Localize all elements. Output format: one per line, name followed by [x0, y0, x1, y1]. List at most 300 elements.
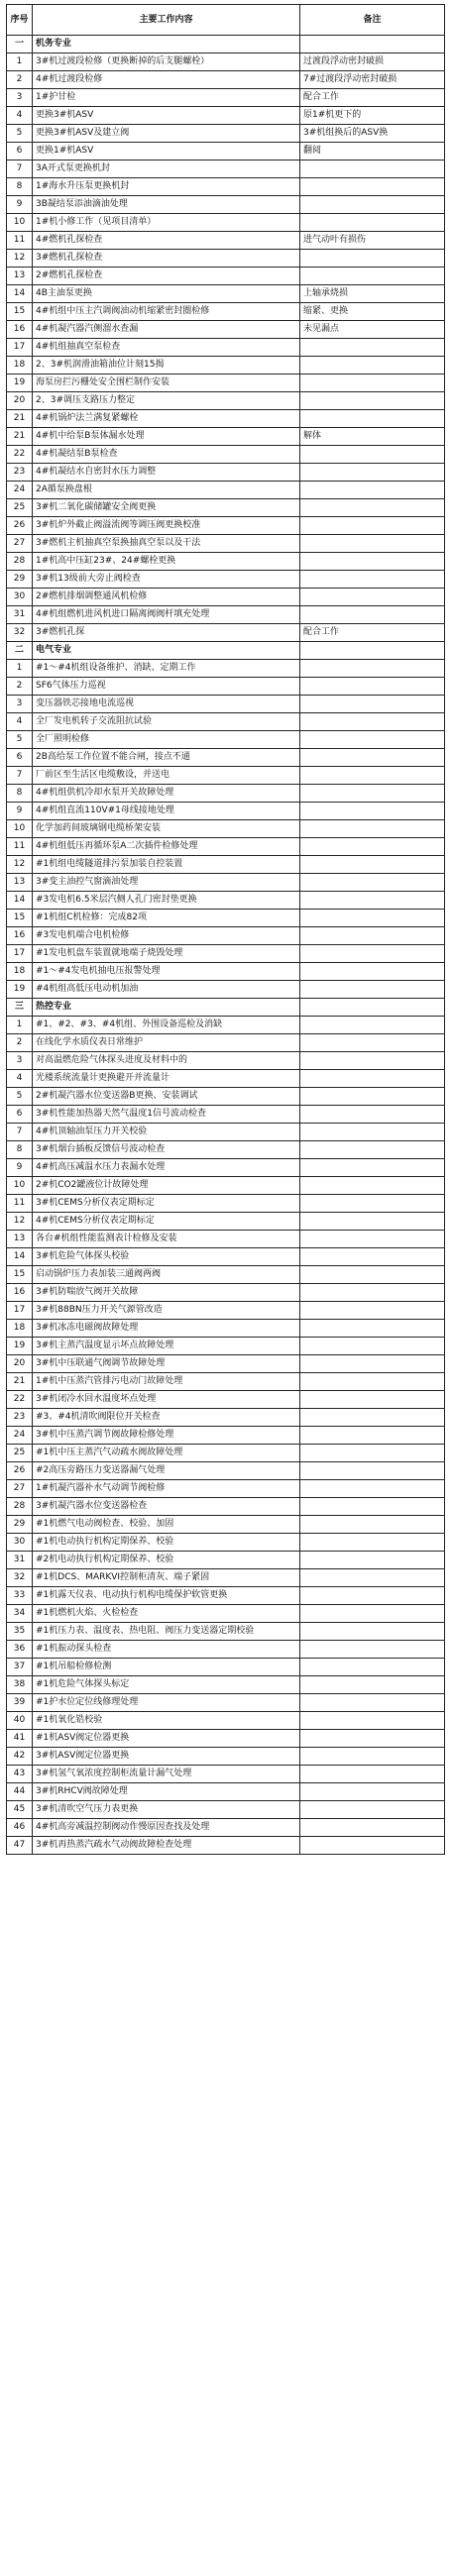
row-number: 16 [7, 1284, 33, 1302]
row-note: 配合工作 [300, 89, 445, 107]
row-note [300, 910, 445, 927]
row-number: 9 [7, 1159, 33, 1177]
row-note [300, 250, 445, 268]
row-number: 27 [7, 535, 33, 553]
row-task: #1机压力表、温度表、热电阻、阀压力变送器定期校验 [33, 1623, 300, 1641]
row-note [300, 981, 445, 999]
row-note [300, 1017, 445, 1034]
section-number: 三 [7, 999, 33, 1017]
table-row [7, 767, 445, 785]
row-number: 1 [7, 660, 33, 678]
table-row [7, 820, 445, 838]
row-note [300, 1320, 445, 1338]
row-task: #1机燃机火焰、火检检查 [33, 1605, 300, 1623]
section-note [300, 36, 445, 54]
table-row [7, 517, 445, 535]
row-note [300, 678, 445, 696]
table-row [7, 1302, 445, 1320]
row-number: 5 [7, 125, 33, 143]
table-row [7, 1231, 445, 1248]
row-number: 6 [7, 143, 33, 161]
table-row [7, 1462, 445, 1480]
row-task: #2高压旁路压力变送器漏气处理 [33, 1462, 300, 1480]
row-note [300, 357, 445, 375]
row-number: 10 [7, 820, 33, 838]
row-number: 45 [7, 1801, 33, 1819]
row-number: 2 [7, 1034, 33, 1052]
row-number: 5 [7, 731, 33, 749]
row-number: 30 [7, 589, 33, 606]
table-row [7, 963, 445, 981]
row-number: 7 [7, 767, 33, 785]
table-row [7, 553, 445, 571]
row-task: 4#机组低压再循环泵A二次插件检修处理 [33, 838, 300, 856]
table-row [7, 927, 445, 945]
row-task: 1#机凝汽器补水气动调节阀检修 [33, 1480, 300, 1498]
row-number: 13 [7, 874, 33, 892]
table-row [7, 1034, 445, 1052]
row-task: 4#燃机孔探检查 [33, 232, 300, 250]
row-task: 1#机小修工作（见项目清单） [33, 214, 300, 232]
row-number: 29 [7, 571, 33, 589]
row-number: 16 [7, 321, 33, 339]
row-note [300, 1783, 445, 1801]
row-note [300, 214, 445, 232]
row-note [300, 339, 445, 357]
row-number: 5 [7, 1088, 33, 1106]
row-note [300, 410, 445, 428]
header-note: 备注 [300, 5, 445, 36]
row-number: 8 [7, 178, 33, 196]
row-number: 17 [7, 945, 33, 963]
table-row [7, 1445, 445, 1462]
row-number: 6 [7, 1106, 33, 1124]
row-task: 3#机二氧化碳储罐安全阀更换 [33, 499, 300, 517]
table-row [7, 1498, 445, 1516]
section-row [7, 999, 445, 1017]
row-task: #4机组高低压电动机加油 [33, 981, 300, 999]
table-row [7, 464, 445, 482]
row-note [300, 553, 445, 571]
row-number: 10 [7, 214, 33, 232]
row-task: 3A开式泵更换机封 [33, 161, 300, 178]
section-number: 二 [7, 642, 33, 660]
row-note [300, 696, 445, 713]
row-number: 9 [7, 803, 33, 820]
table-row [7, 803, 445, 820]
row-task: #1机中压主蒸汽气动疏水阀故障处理 [33, 1445, 300, 1462]
row-number: 40 [7, 1712, 33, 1730]
table-row [7, 713, 445, 731]
row-task: 3#机冰冻电磁阀故障处理 [33, 1320, 300, 1338]
table-row [7, 71, 445, 89]
row-task: 1#护甘检 [33, 89, 300, 107]
table-row [7, 357, 445, 375]
row-note: 7#过渡段浮动密封破损 [300, 71, 445, 89]
row-note [300, 1141, 445, 1159]
row-number: 18 [7, 1320, 33, 1338]
row-task: #1～#4机组设备维护、消缺、定期工作 [33, 660, 300, 678]
table-row [7, 392, 445, 410]
row-task: #1护水位定位线修理处理 [33, 1694, 300, 1712]
section-row [7, 642, 445, 660]
row-note [300, 963, 445, 981]
table-row [7, 856, 445, 874]
row-task: SF6气体压力巡视 [33, 678, 300, 696]
table-row [7, 589, 445, 606]
row-number: 1 [7, 54, 33, 71]
table-row [7, 838, 445, 856]
table-row [7, 1552, 445, 1569]
row-number: 42 [7, 1748, 33, 1766]
row-note [300, 892, 445, 910]
table-row [7, 321, 445, 339]
row-number: 20 [7, 392, 33, 410]
row-note [300, 1766, 445, 1783]
row-task: 各台#机组性能监测表计检修及安装 [33, 1231, 300, 1248]
row-task: 1#机中压蒸汽管排污电动门故障处理 [33, 1373, 300, 1391]
row-number: 35 [7, 1623, 33, 1641]
row-note [300, 196, 445, 214]
table-row [7, 410, 445, 428]
table-row [7, 143, 445, 161]
header-no: 序号 [7, 5, 33, 36]
table-row [7, 1070, 445, 1088]
row-number: 38 [7, 1676, 33, 1694]
row-task: 2B高给泵工作位置不能合闸，接点不通 [33, 749, 300, 767]
row-note [300, 1034, 445, 1052]
section-row [7, 36, 445, 54]
row-number: 25 [7, 499, 33, 517]
table-row [7, 660, 445, 678]
row-task: 4#机凝汽器汽侧溜水查漏 [33, 321, 300, 339]
row-note [300, 1052, 445, 1070]
row-task: #1机DCS、MARKVI控制柜清灰、端子紧固 [33, 1569, 300, 1587]
row-note [300, 268, 445, 285]
row-note [300, 927, 445, 945]
row-task: 4#机高压减温水压力表漏水处理 [33, 1159, 300, 1177]
row-number: 19 [7, 1338, 33, 1355]
table-row [7, 214, 445, 232]
row-task: 更换3#机ASV及建立阀 [33, 125, 300, 143]
table-row [7, 1017, 445, 1034]
table-row [7, 268, 445, 285]
row-task: #1机组电缆隧道排污泵加装自控装置 [33, 856, 300, 874]
table-row [7, 696, 445, 713]
row-task: 全厂发电机转子交流阻抗试验 [33, 713, 300, 731]
table-row [7, 107, 445, 125]
table-row [7, 1052, 445, 1070]
row-task: 2、3#调压支路压力整定 [33, 392, 300, 410]
row-number: 21 [7, 428, 33, 446]
row-task: 3#机清吹空气压力表更换 [33, 1801, 300, 1819]
row-note [300, 1712, 445, 1730]
row-number: 41 [7, 1730, 33, 1748]
table-row [7, 125, 445, 143]
row-number: 43 [7, 1766, 33, 1783]
row-number: 17 [7, 339, 33, 357]
row-note [300, 767, 445, 785]
row-task: 在线化学水质仪表日常维护 [33, 1034, 300, 1052]
row-note [300, 1534, 445, 1552]
row-number: 31 [7, 606, 33, 624]
table-row [7, 1516, 445, 1534]
row-task: 3#机CEMS分析仪表定期标定 [33, 1195, 300, 1213]
section-note [300, 642, 445, 660]
row-note [300, 1819, 445, 1837]
row-task: 更换3#机ASV [33, 107, 300, 125]
row-task: 4#机锅炉法兰满复紧螺栓 [33, 410, 300, 428]
table-row [7, 1338, 445, 1355]
row-number: 39 [7, 1694, 33, 1712]
table-row [7, 1748, 445, 1766]
row-task: #1机振动探头检查 [33, 1641, 300, 1659]
row-task: 2#燃机孔探检查 [33, 268, 300, 285]
row-number: 1 [7, 1017, 33, 1034]
table-row [7, 303, 445, 321]
row-note [300, 1748, 445, 1766]
table-row [7, 1694, 445, 1712]
row-task: 3#机13级前大旁止阀检查 [33, 571, 300, 589]
row-number: 4 [7, 1070, 33, 1088]
row-number: 11 [7, 1195, 33, 1213]
row-note [300, 1801, 445, 1819]
row-note [300, 446, 445, 464]
row-note [300, 1070, 445, 1088]
table-row [7, 1195, 445, 1213]
row-task: 3#机中压蒸汽调节阀故障检修处理 [33, 1427, 300, 1445]
row-note [300, 535, 445, 553]
row-number: 18 [7, 963, 33, 981]
row-number: 21 [7, 410, 33, 428]
row-number: 20 [7, 1355, 33, 1373]
row-task: #1机氧化锆校验 [33, 1712, 300, 1730]
row-note: 原1#机更下的 [300, 107, 445, 125]
row-number: 24 [7, 1427, 33, 1445]
row-task: 4#机顶轴油泵压力开关校验 [33, 1124, 300, 1141]
row-task: 3#机主蒸汽温度显示坏点故障处理 [33, 1338, 300, 1355]
row-number: 6 [7, 749, 33, 767]
row-task: #1机吊船检修检测 [33, 1659, 300, 1676]
table-row [7, 428, 445, 446]
work-table [6, 4, 445, 1855]
row-note: 配合工作 [300, 624, 445, 642]
table-row [7, 678, 445, 696]
row-note [300, 1338, 445, 1355]
row-note [300, 1498, 445, 1516]
row-note [300, 1552, 445, 1569]
row-note: 未见漏点 [300, 321, 445, 339]
row-number: 26 [7, 517, 33, 535]
table-row [7, 1177, 445, 1195]
row-task: 1#海水升压泵更换机封 [33, 178, 300, 196]
row-note [300, 1605, 445, 1623]
table-row [7, 1213, 445, 1231]
table-row [7, 1409, 445, 1427]
table-row [7, 89, 445, 107]
table-row [7, 1534, 445, 1552]
row-note [300, 1623, 445, 1641]
row-task: 4#机高旁减温控制阀动作慢原因查找及处理 [33, 1819, 300, 1837]
table-row [7, 499, 445, 517]
row-note [300, 464, 445, 482]
row-number: 22 [7, 446, 33, 464]
row-number: 18 [7, 357, 33, 375]
row-number: 4 [7, 107, 33, 125]
row-task: 3#机烟台插板反馈信号波动检查 [33, 1141, 300, 1159]
row-number: 11 [7, 232, 33, 250]
table-row [7, 1391, 445, 1409]
table-row [7, 1124, 445, 1141]
row-number: 23 [7, 464, 33, 482]
row-task: 3#机88BN压力开关气源管改造 [33, 1302, 300, 1320]
row-task: 4#机凝结泵B泵检查 [33, 446, 300, 464]
section-title: 机务专业 [33, 36, 300, 54]
row-note: 解体 [300, 428, 445, 446]
row-note [300, 713, 445, 731]
row-note [300, 838, 445, 856]
row-task: #2机电动执行机构定期保养、校验 [33, 1552, 300, 1569]
row-task: 4#机组燃机进风机进口隔离阀阀杆填充处理 [33, 606, 300, 624]
table-row [7, 1766, 445, 1783]
row-note [300, 1266, 445, 1284]
row-note [300, 1837, 445, 1855]
row-note [300, 1445, 445, 1462]
row-note [300, 749, 445, 767]
row-note [300, 1676, 445, 1694]
table-row [7, 1106, 445, 1124]
table-row [7, 1373, 445, 1391]
row-task: 启动锅炉压力表加装三通阀两阀 [33, 1266, 300, 1284]
table-row [7, 535, 445, 553]
row-task: 厂前区至生活区电缆敷设，并送电 [33, 767, 300, 785]
row-task: 3#机ASV阀定位器更换 [33, 1748, 300, 1766]
row-note [300, 1159, 445, 1177]
row-note [300, 606, 445, 624]
row-note: 进气动叶有损伤 [300, 232, 445, 250]
table-row [7, 785, 445, 803]
row-task: 3#机再热蒸汽疏水气动阀故障检查处理 [33, 1837, 300, 1855]
row-task: 变压器铁芯接地电流巡视 [33, 696, 300, 713]
row-number: 16 [7, 927, 33, 945]
table-row [7, 232, 445, 250]
row-note: 缩紧、更换 [300, 303, 445, 321]
row-task: 3#机RHCV阀故障处理 [33, 1783, 300, 1801]
row-note [300, 731, 445, 749]
row-task: #1机危险气体探头标定 [33, 1676, 300, 1694]
table-row [7, 1320, 445, 1338]
row-note [300, 482, 445, 499]
row-number: 14 [7, 892, 33, 910]
row-task: 2#机凝汽器水位变送器B更换、安装调试 [33, 1088, 300, 1106]
row-note [300, 1569, 445, 1587]
row-note [300, 1195, 445, 1213]
table-row [7, 606, 445, 624]
row-number: 14 [7, 285, 33, 303]
row-note [300, 1248, 445, 1266]
row-task: 4#机组中压主汽调阀油动机缩紧密封圈检修 [33, 303, 300, 321]
row-note [300, 820, 445, 838]
row-number: 29 [7, 1516, 33, 1534]
row-number: 37 [7, 1659, 33, 1676]
row-number: 7 [7, 1124, 33, 1141]
row-note [300, 1730, 445, 1748]
row-number: 15 [7, 303, 33, 321]
row-task: 4#机组供机冷却水泵开关故障处理 [33, 785, 300, 803]
table-row [7, 1783, 445, 1801]
work-table-container [6, 4, 444, 1855]
table-row [7, 54, 445, 71]
row-number: 33 [7, 1587, 33, 1605]
table-row [7, 1088, 445, 1106]
row-note [300, 375, 445, 392]
row-number: 32 [7, 624, 33, 642]
row-number: 7 [7, 161, 33, 178]
row-task: 3B凝结泵添油滴油处理 [33, 196, 300, 214]
table-row [7, 1480, 445, 1498]
row-note [300, 1516, 445, 1534]
table-row [7, 1427, 445, 1445]
table-row [7, 1266, 445, 1284]
table-row [7, 375, 445, 392]
row-number: 4 [7, 713, 33, 731]
table-row [7, 1623, 445, 1641]
row-task: 4#机组直流110V#1母线接地处理 [33, 803, 300, 820]
row-task: 3#变主油控气窗滴油处理 [33, 874, 300, 892]
row-number: 19 [7, 981, 33, 999]
row-note [300, 1694, 445, 1712]
row-task: 3#机中压联通气阀调节故障处理 [33, 1355, 300, 1373]
row-note [300, 1462, 445, 1480]
row-note [300, 178, 445, 196]
row-task: 3#机氢气氧浓度控制柜流量计漏气处理 [33, 1766, 300, 1783]
table-row [7, 1641, 445, 1659]
row-note [300, 856, 445, 874]
row-task: 4#机凝结水自密封水压力调整 [33, 464, 300, 482]
row-task: 4#机中给泵B泵体漏水处理 [33, 428, 300, 446]
row-number: 44 [7, 1783, 33, 1801]
row-number: 2 [7, 71, 33, 89]
table-row [7, 571, 445, 589]
row-note [300, 499, 445, 517]
row-task: 光楼系统流量计更换避开并流量计 [33, 1070, 300, 1088]
table-row [7, 446, 445, 464]
row-number: 23 [7, 1409, 33, 1427]
row-note [300, 874, 445, 892]
row-task: 4#机组抽真空泵检查 [33, 339, 300, 357]
row-number: 12 [7, 1213, 33, 1231]
table-row [7, 1837, 445, 1855]
table-row [7, 1819, 445, 1837]
row-task: 全厂照明检修 [33, 731, 300, 749]
row-task: #1、#2、#3、#4机组、外围设备巡检及消缺 [33, 1017, 300, 1034]
section-title: 电气专业 [33, 642, 300, 660]
table-row [7, 1248, 445, 1266]
table-row [7, 161, 445, 178]
row-task: 3#机过渡段检修（更换断掉的后支腿螺栓） [33, 54, 300, 71]
row-number: 8 [7, 1141, 33, 1159]
row-task: 更换1#机ASV [33, 143, 300, 161]
row-note [300, 1480, 445, 1498]
table-row [7, 1801, 445, 1819]
table-row [7, 178, 445, 196]
row-note [300, 1427, 445, 1445]
table-row [7, 1159, 445, 1177]
row-task: 3#机性能加热器天然气温度1信号波动检查 [33, 1106, 300, 1124]
row-task: 4#机CEMS分析仪表定期标定 [33, 1213, 300, 1231]
row-number: 36 [7, 1641, 33, 1659]
table-row [7, 1605, 445, 1623]
